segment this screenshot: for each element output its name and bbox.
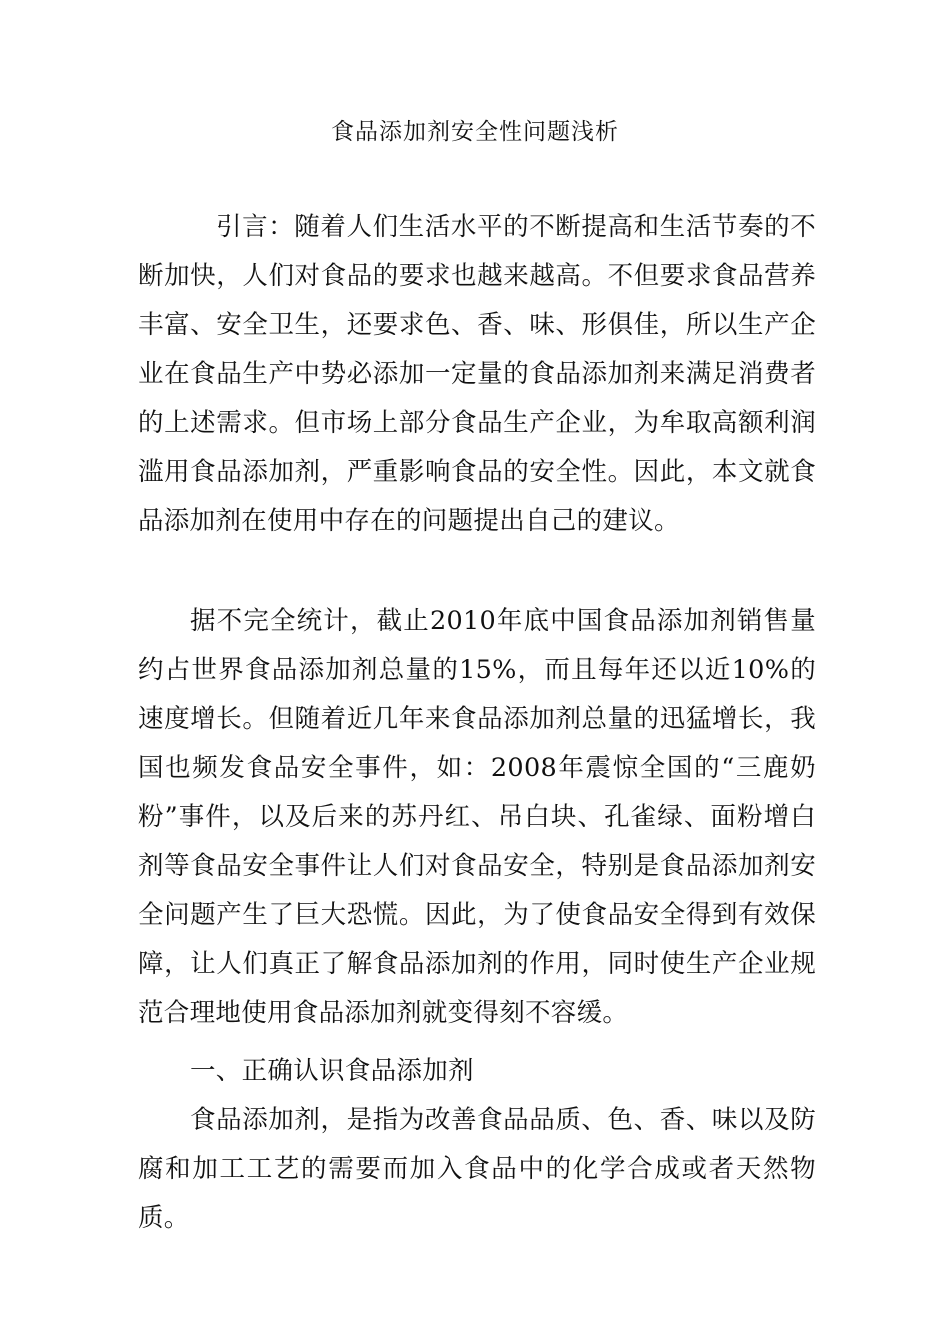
document-title: 食品添加剂安全性问题浅析 [331, 119, 619, 145]
statistics-paragraph: 据不完全统计，截止2010年底中国食品添加剂销售量约占世界食品添加剂总量的15%，而且每年还以近10%的速度增长。但随着近几年来食品添加剂总量的迅猛增长，我国也频发食品安全事件，如：2008年震惊全国的“三鹿奶粉”事件，以及后来的苏丹红、吊白块、孔雀绿、面粉增白剂等食品安全事件让人们对食品安全，特别是食品添加剂安全问题产生了巨大恐慌。因此，为了使食品安全得到有效保障，让人们真正了解食品添加剂的作用，同时使生产企业规范合理地使用食品添加剂就变得刻不容缓。 [138, 606, 816, 1028]
definition-paragraph: 食品添加剂，是指为改善食品品质、色、香、味以及防腐和加工工艺的需要而加入食品中的化学合成或者天然物质。 [138, 1105, 816, 1233]
intro-paragraph: 引言：随着人们生活水平的不断提高和生活节奏的不断加快，人们对食品的要求也越来越高。不但要求食品营养丰富、安全卫生，还要求色、香、味、形俱佳，所以生产企业在食品生产中势必添加一定量的食品添加剂来满足消费者的上述需求。但市场上部分食品生产企业，为牟取高额利润滥用食品添加剂，严重影响食品的安全性。因此，本文就食品添加剂在使用中存在的问题提出自己的建议。 [138, 212, 816, 536]
section-heading: 一、正确认识食品添加剂 [190, 1056, 474, 1086]
